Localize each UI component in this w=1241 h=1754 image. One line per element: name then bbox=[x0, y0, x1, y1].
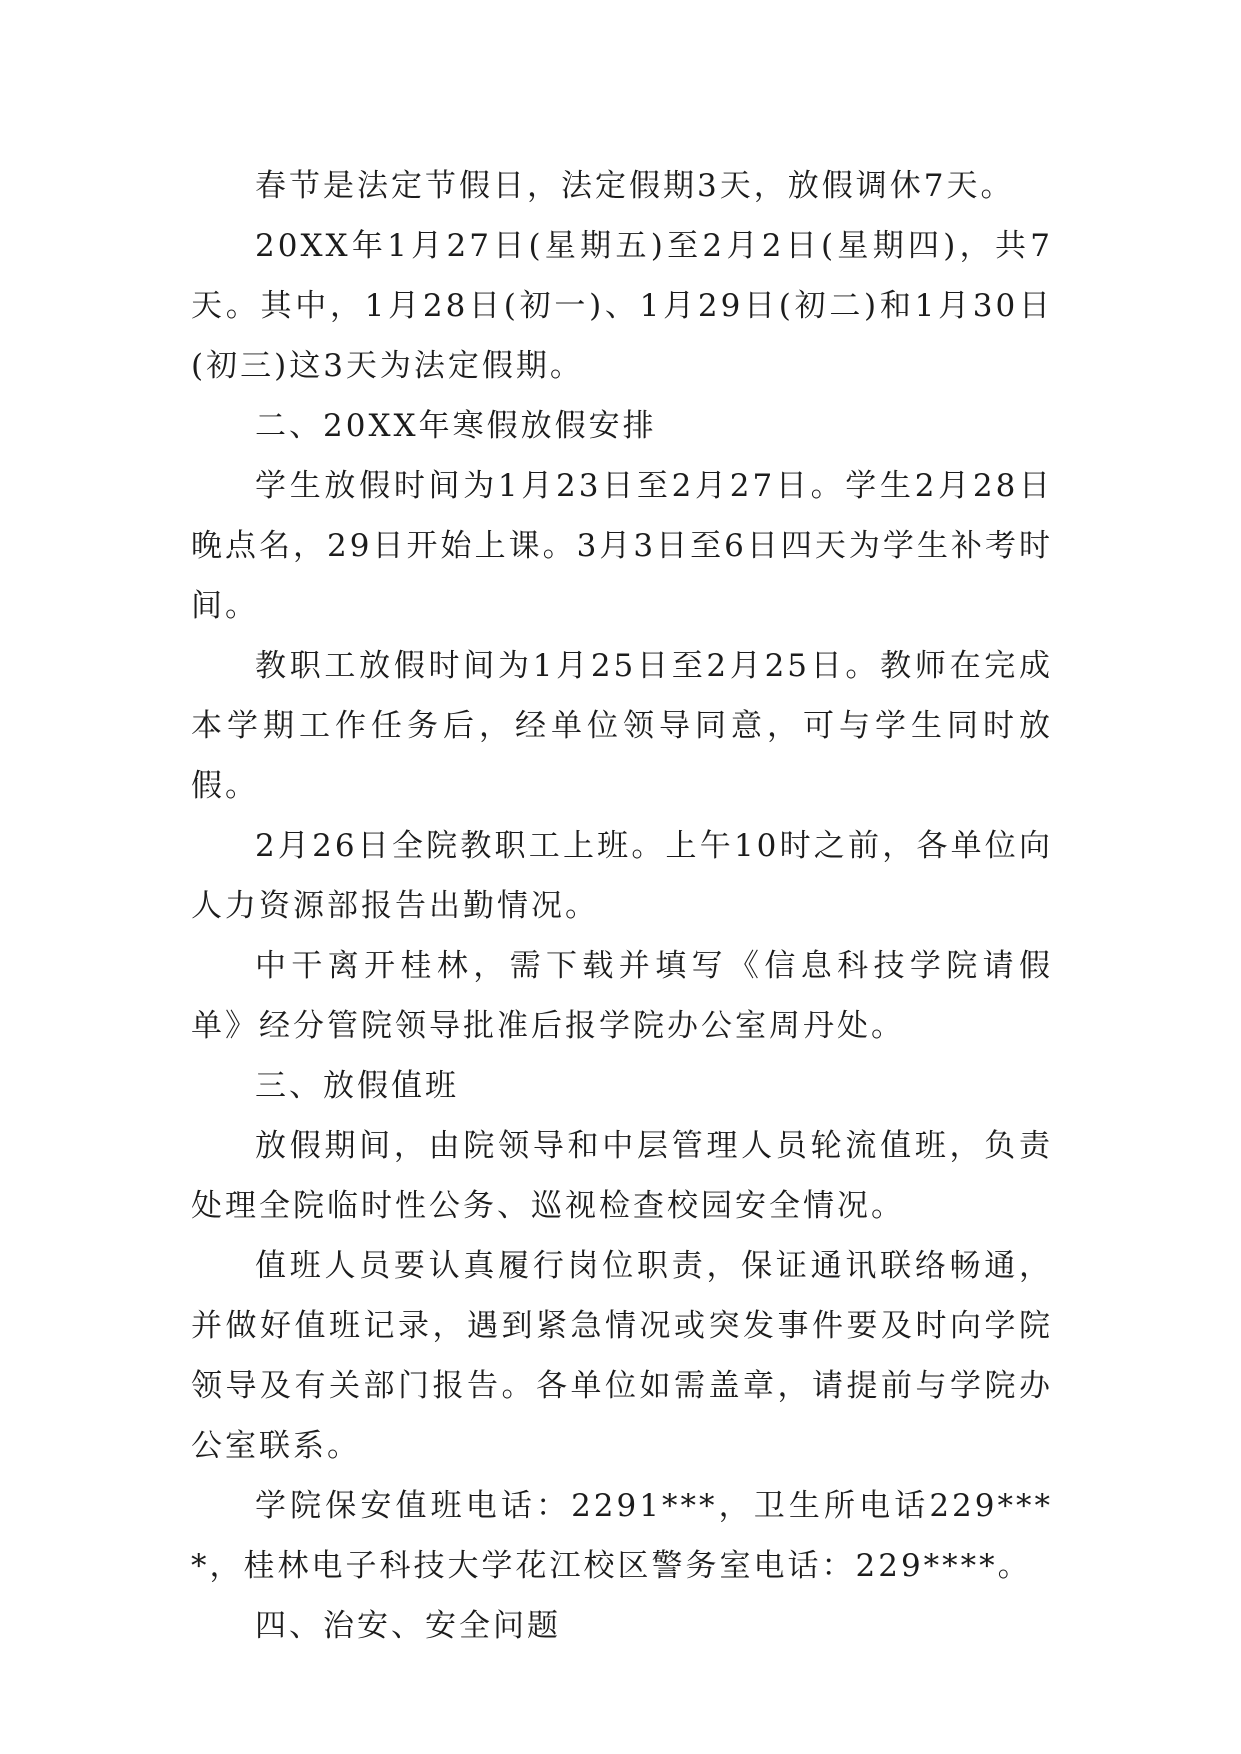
paragraph-duty-rotation: 放假期间，由院领导和中层管理人员轮流值班，负责处理全院临时性公务、巡视检查校园安全情况。 bbox=[191, 1128, 1053, 1224]
section-heading-duty: 三、放假值班 bbox=[255, 1068, 459, 1104]
paragraph-holiday-dates: 20XX年1月27日(星期五)至2月2日(星期四)，共7天。其中，1月28日(初一)、1月29日(初二)和1月30日(初三)这3天为法定假期。 bbox=[191, 228, 1053, 384]
paragraph-phone-numbers: 学院保安值班电话：2291***，卫生所电话229****，桂林电子科技大学花江校区警务室电话：229****。 bbox=[191, 1488, 1053, 1584]
paragraph-spring-festival: 春节是法定节假日，法定假期3天，放假调休7天。 bbox=[255, 168, 1015, 204]
paragraph-return-to-work: 2月26日全院教职工上班。上午10时之前，各单位向人力资源部报告出勤情况。 bbox=[191, 828, 1053, 924]
section-heading-security: 四、治安、安全问题 bbox=[255, 1608, 561, 1644]
paragraph-duty-responsibilities: 值班人员要认真履行岗位职责，保证通讯联络畅通，并做好值班记录，遇到紧急情况或突发事件要及时向学院领导及有关部门报告。各单位如需盖章，请提前与学院办公室联系。 bbox=[191, 1248, 1053, 1464]
document-body bbox=[191, 156, 1053, 1656]
paragraph-student-break: 学生放假时间为1月23日至2月27日。学生2月28日晚点名，29日开始上课。3月3日至6日四天为学生补考时间。 bbox=[191, 468, 1053, 624]
paragraph-leave-request: 中干离开桂林，需下载并填写《信息科技学院请假单》经分管院领导批准后报学院办公室周丹处。 bbox=[191, 948, 1053, 1044]
paragraph-staff-break: 教职工放假时间为1月25日至2月25日。教师在完成本学期工作任务后，经单位领导同意，可与学生同时放假。 bbox=[191, 648, 1053, 804]
section-heading-winter-break: 二、20XX年寒假放假安排 bbox=[255, 408, 657, 444]
